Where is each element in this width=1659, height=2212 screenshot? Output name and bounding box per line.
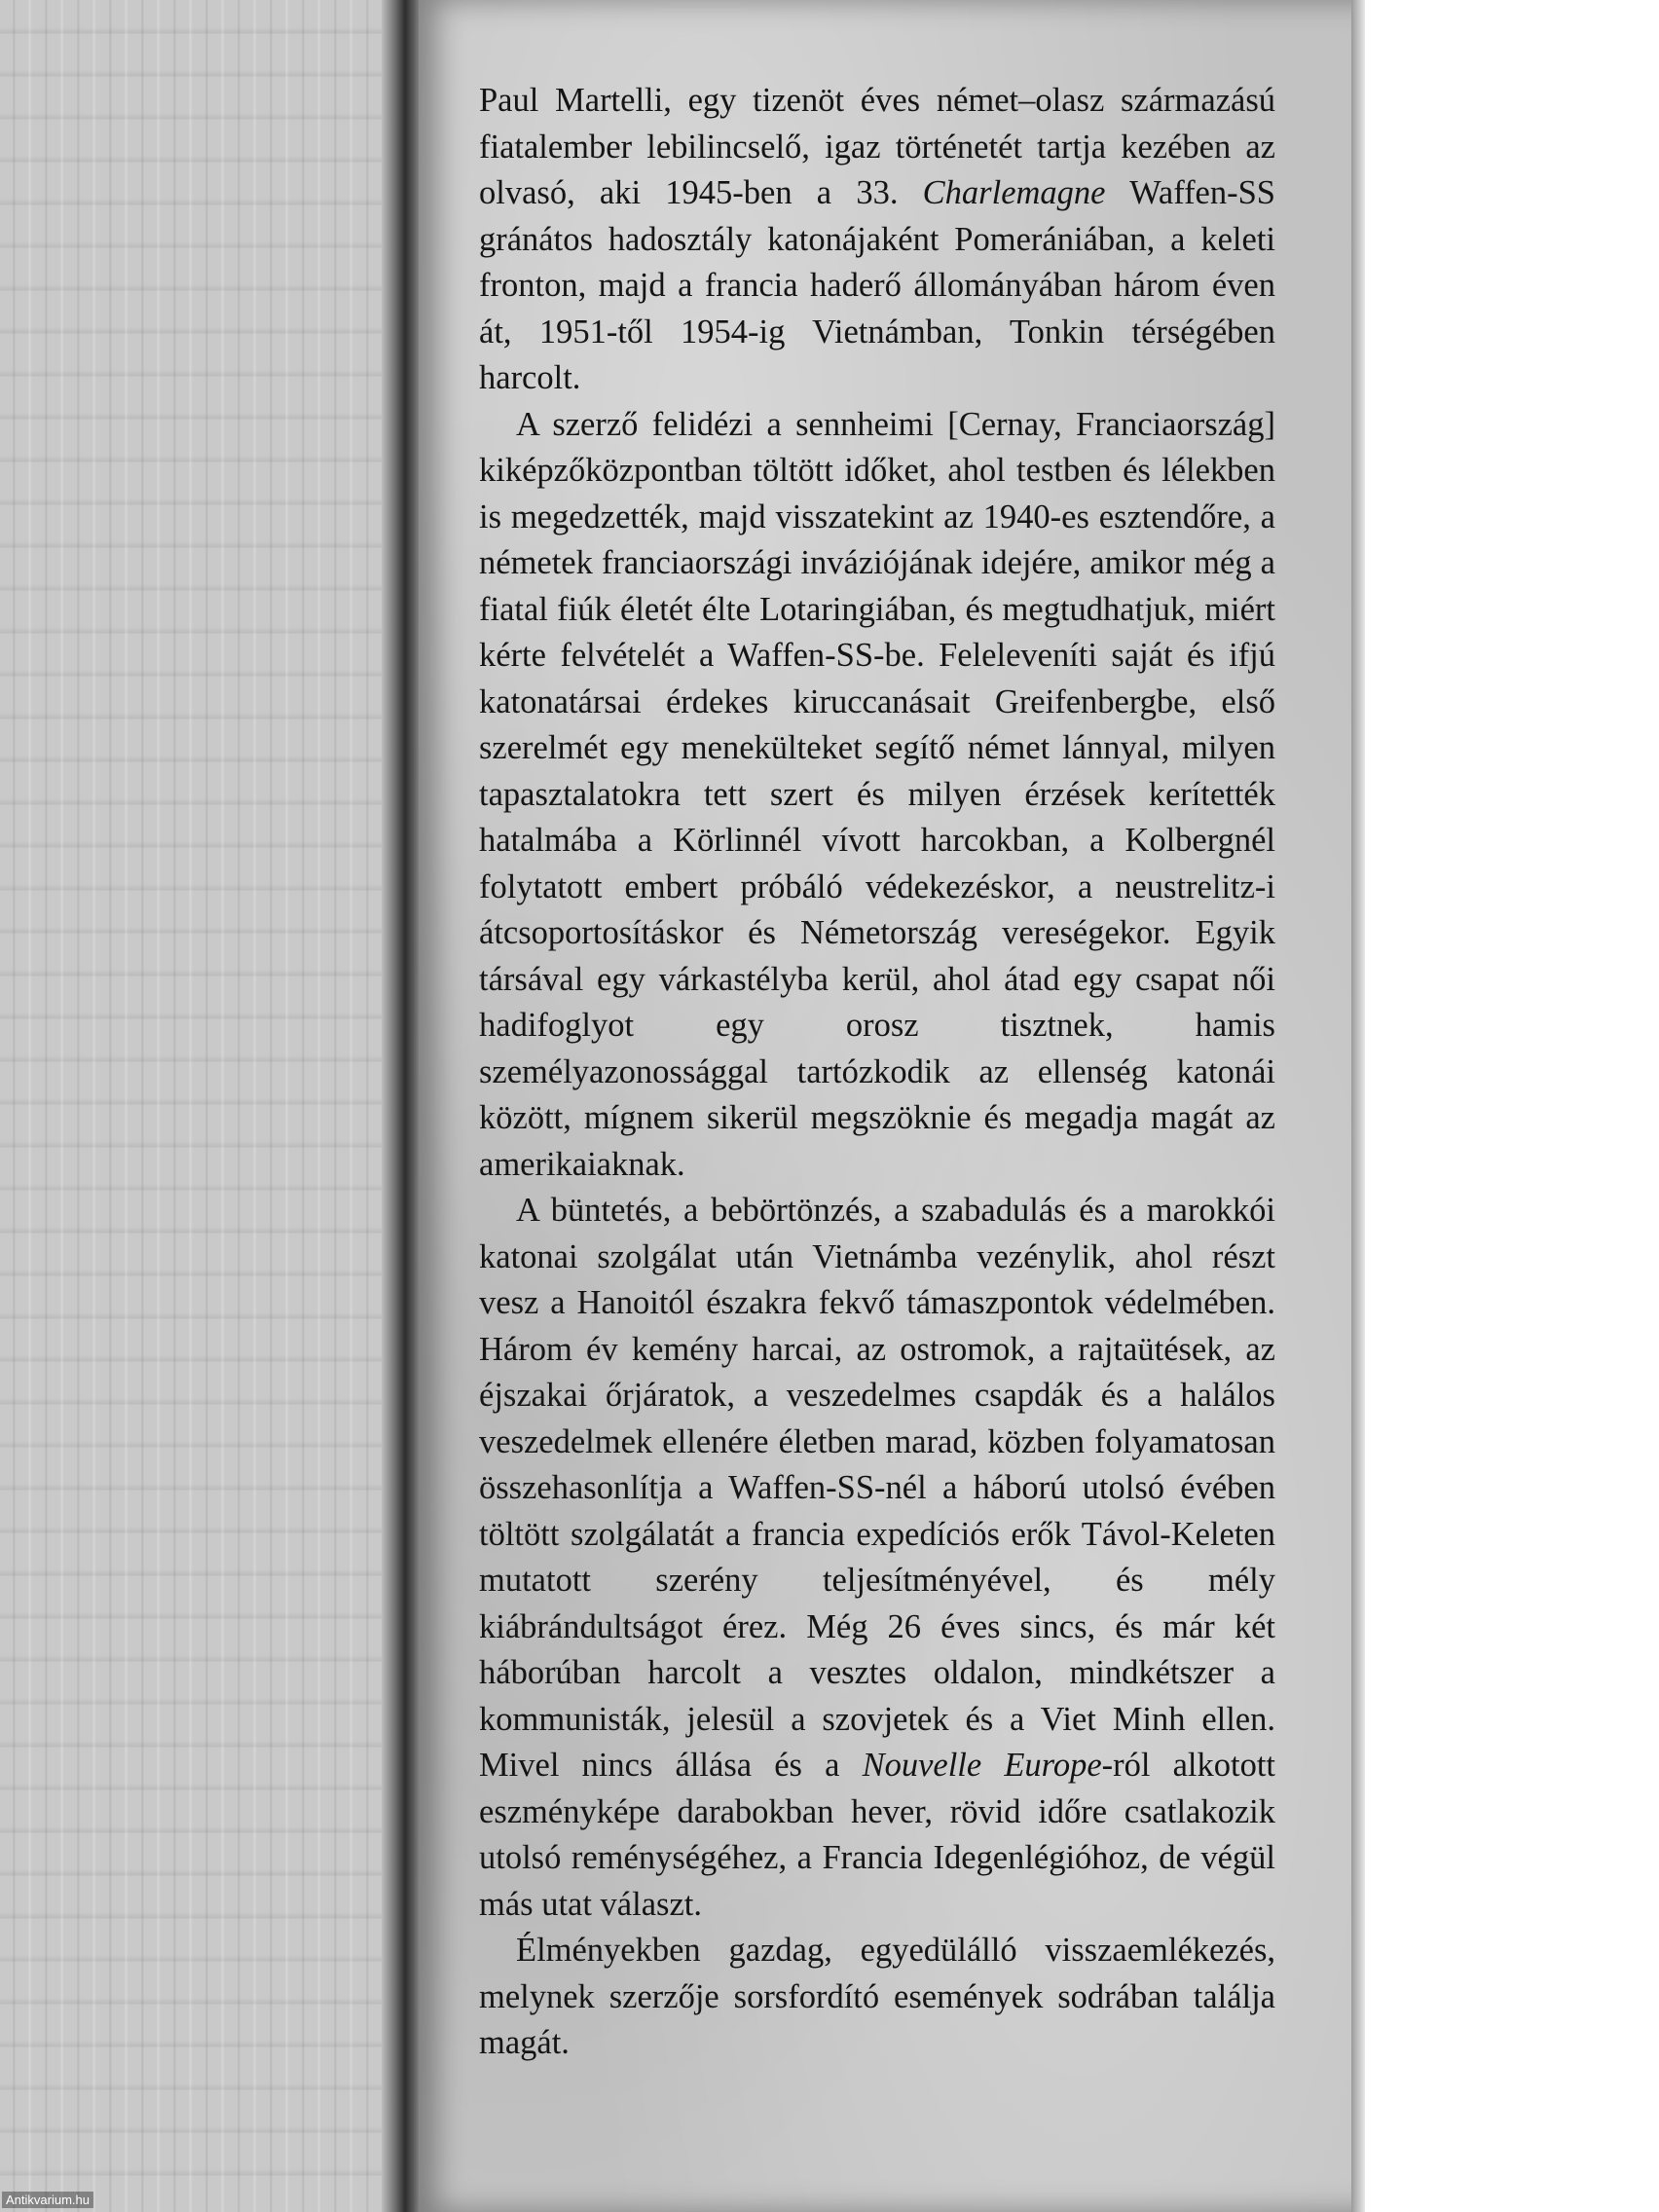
italic-title: Nouvelle Europe xyxy=(862,1747,1102,1784)
text-run: Paul Martelli, egy tizenöt éves német–olasz származású fiatalember lebilincselő, igaz történetét tartja kezében az olvasó, aki 1945-ben a 33. xyxy=(479,82,1275,211)
cover-edge xyxy=(1351,0,1365,2212)
paragraph-4 xyxy=(479,1928,1275,2067)
watermark: Antikvarium.hu xyxy=(2,2192,93,2208)
text-run: Waffen-SS gránátos hadosztály katonájaként Pomerániában, a keleti fronton, majd a francia haderő állományában három éven át, 1951-től 1954-ig Vietnámban, Tonkin térségében harcolt. xyxy=(479,174,1275,396)
text-run: Élményekben gazdag, egyedülálló visszaemlékezés, melynek szerzője sorsfordító események sodrában találja magát. xyxy=(479,1932,1275,2061)
italic-title: Charlemagne xyxy=(922,174,1106,211)
paragraph-3 xyxy=(479,1188,1275,1928)
text-run: A büntetés, a bebörtönzés, a szabadulás és a marokkói katonai szolgálat után Vietnámba vezénylik, ahol részt vesz a Hanoitól északra fekvő támaszpontok védelmében. Három év kemény harcai, az ostromok, a rajtaütések, az éjszakai őrjáratok, a veszedelmes csapdák és a halálos veszedelmek ellenére életben marad, közben folyamatosan összehasonlítja a Waffen-SS-nél a háború utolsó évében töltött szolgálatát a francia expedíciós erők Távol-Keleten mutatott szerény teljesítményével, és mély kiábrándultságot érez. Még 26 éves sincs, és már két háborúban harcolt a vesztes oldalon, mindkétszer a kommunisták, jelesül a szovjetek és a Viet Minh ellen. Mivel nincs állása és a xyxy=(479,1192,1275,1784)
text-run: A szerző felidézi a sennheimi [Cernay, Franciaország] kiképzőközpontban töltött időket, ahol testben és lélekben is megedzették, majd visszatekint az 1940-es esztendőre, a németek franciaországi inváziójának idejére, amikor még a fiatal fiúk életét élte Lotaringiában, és megtudhatjuk, miért kérte felvételét a Waffen-SS-be. Feleleveníti saját és ifjú katonatársai érdekes kiruccanásait Greifenbergbe, első szerelmét egy menekülteket segítő német lánnyal, milyen tapasztalatokra tett szert és milyen érzések kerítették hatalmába a Körlinnél vívott harcokban, a Kolbergnél folytatott embert próbáló védekezéskor, a neustrelitz-i átcsoportosításkor és Németország vereségekor. Egyik társával egy várkastélyba kerül, ahol átad egy csapat női hadifoglyot egy orosz tisztnek, hamis személyazonossággal tartózkodik az ellenség katonái között, mígnem sikerül megszöknie és megadja magát az amerikaiaknak. xyxy=(479,405,1275,1183)
text-run: -ról alkotott eszményképe darabokban hever, rövid időre csatlakozik utolsó reménységéhez, a Francia Idegenlégióhoz, de végül más utat választ. xyxy=(479,1747,1276,1923)
paragraph-2 xyxy=(479,402,1275,1189)
book-spine xyxy=(382,0,421,2212)
blurb-text xyxy=(479,78,1275,2067)
paragraph-1 xyxy=(479,78,1275,402)
wood-background xyxy=(0,0,389,2212)
